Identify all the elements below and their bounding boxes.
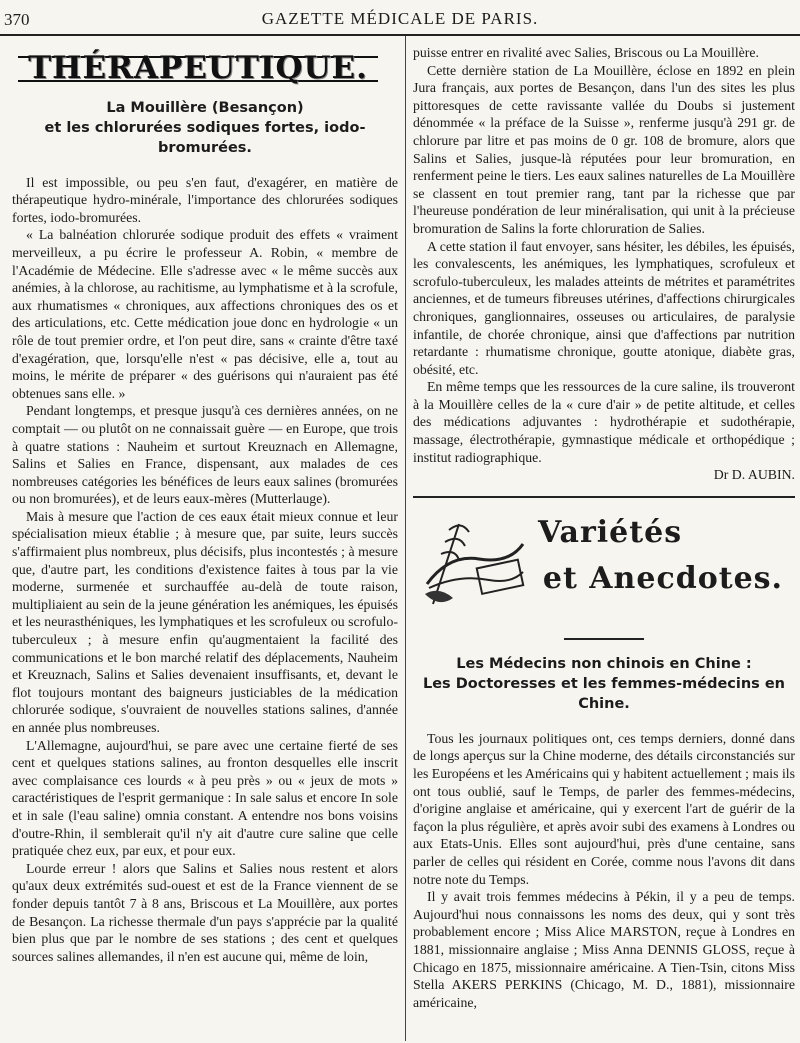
paragraph: Mais à mesure que l'action de ces eaux était mieux connue et leur spécialisation mieux établie ; à mesure que, par suite, leurs succès s'affirmaient plus nombreux, plus décisifs, plus incontestés ; à mesure que, d'autre part, les conditions d'existence faites à tous par la vie moderne, surmenée et surchauffée au-delà de toute raison, multipliaient au sein de la jeune génération les anémiques, les épuisés et les neurasthéniques, les lymphatiques et les scrofuleux ou scrofulo-tuberculeux ; à mesure enfin qu'augmentaient la facilité des communications et le bon marché relatif des déplacements, Nauheim et Kreuznach, Salins et Salies devenaient insuffisants, et, devant le flot toujours montant des baigneurs justiciables de la médication chlorurée sodique, s'ouvraient de nouvelles stations salines, d'année en année plus nombreuses. [12,508,398,735]
paragraph: Cette dernière station de La Mouillère, éclose en 1892 en plein Jura français, aux portes de Besançon, dans l'un des sites les plus pittoresques de cette ravissante vallée du Doubs si justement dénommée « la préface de la Suisse », renferme jusqu'à 291 gr. de chlorure par litre et pas moins de 0 gr. 108 de bromure, alors que Salins et Salies, jusque-là réputées pour leur bromuration, en renferment peine le tiers. Les eaux salines naturelles de La Mouillère se classent en tout premier rang, tant par la richesse que par l'heureuse pondération de leur minéralisation, qui unit à la précieuse bromuration de Salins la forte chloruration de Salies. [413,62,795,236]
short-rule [564,638,644,640]
paragraph: L'Allemagne, aujourd'hui, se pare avec une certaine fierté de ses cent et quelques stations salines, au fronton desquelles elle inscrit avec complaisance ces lourds « à peu près » ou « jeux de mots » caractéristiques de l'esprit germanique : In sale salus et encore In sole et in sale (l'eau saline) omnia constant. A entendre nos bons voisins d'outre-Rhin, il semblerait qu'il n'y ait d'autre cure saline que celle pratiquée chez eux, par eux, et pour eux. [12,737,398,859]
article-title-line-1: La Mouillère (Besançon) [106,99,304,116]
left-column [12,44,398,965]
article2-title-line-1: Les Médecins non chinois en Chine : [456,655,752,672]
varietes-heading [413,512,795,630]
continued-paragraph: puisse entrer en rivalité avec Salies, Briscous ou La Mouillère. [413,45,759,60]
scroll-ornament-icon [419,514,529,614]
journal-title: GAZETTE MÉDICALE DE PARIS. [261,9,539,28]
article2-title [413,654,795,714]
article-title-line-2: et les chlorurées sodiques fortes, iodo-bromurées. [44,119,366,156]
paragraph: « La balnéation chlorurée sodique produit des effets « vraiment merveilleux, a pu écrire le professeur A. Robin, « membre de l'Académie de Médecine. Elle s'adresse avec « le même succès aux anémies, à la chlorose, au rachitisme, au lymphatisme et à la scrofule, aux rhumatismes « chroniques, aux affections chroniques des os et des articulations, etc. Cette médication joue donc en hydrologie « un rôle de tout premier ordre, et l'on peut dire, sans « crainte d'être taxé d'exagération, que, lorsqu'elle n'est « pas décisive, elle a, tout au moins, le mérite de préparer « des guérisons qui n'auraient pas été obtenues sans elle. » [12,227,398,401]
paragraph: Lourde erreur ! alors que Salins et Salies nous restent et alors qu'aux deux extrémités sud-ouest et est de la France viennent de se fonder depuis tantôt 7 à 8 ans, Briscous et La Mouillère, aux portes de Besançon. La richesse thermale d'un pays s'apprécie par la qualité bien plus que par le nombre de ses stations ; des cent et quelques sources salines allemandes, il n'en est aucune qui, même de loin, [12,860,398,964]
paragraph: Pendant longtemps, et presque jusqu'à ces dernières années, on ne comptait — ou plutôt on ne connaissait guère — en Europe, que trois à quatre stations : Nauheim et surtout Kreuznach en Allemagne, Salins et Salies en France, dispensant, aux malades de ces nombreuses catégories les bénéfices de leurs eaux salines (bromurées ou non bromurées), et de leurs eaux-mères (Mutterlauge). [12,403,398,507]
article2-title-line-2: Les Doctoresses et les femmes-médecins en Chine. [422,675,786,712]
paragraph: Il est impossible, ou peu s'en faut, d'exagérer, en matière de thérapeutique hydro-minérale, l'importance des chlorurées sodiques fortes, iodo-bromurées. [12,174,398,225]
column-divider [405,36,406,1041]
section-separator [413,496,795,498]
right-column [413,44,795,1011]
section-title: THÉRAPEUTIQUE. [18,56,378,82]
running-head [0,0,800,36]
author-signature: Dr D. AUBIN. [713,467,795,483]
paragraph: Tous les journaux politiques ont, ces temps derniers, donné dans de longs aperçus sur la Chine moderne, des détails circonstanciés sur les Européens et les Américains qui y habitent actuellement ; mais ils ont tous oublié, sauf le Temps, de parler des femmes-médecins, d'origine anglaise et américaine, qui y exercent l'art de guérir de la façon la plus régulière, et après avoir subi des examens à Londres ou aux Etats-Unis. Elles sont aujourd'hui, près d'une centaine, sans parler de celles qui résident en Corée, comme nous l'avons dit dans notre note du Temps. [413,730,795,887]
varietes-title-line-2: et Anecdotes. [542,560,783,596]
article-title [12,98,398,158]
paragraph: En même temps que les ressources de la cure saline, ils trouveront à la Mouillère celles de la « cure d'air » de petite altitude, et celles des médications adjuvantes : hydrothérapie et sudothérapie, massage, électrothérapie, gymnastique médicale et orthopédique ; institut radiographique. [413,379,795,465]
paragraph: Il y avait trois femmes médecins à Pékin, il y a peu de temps. Aujourd'hui nous connaissons les noms des deux, qui y sont très probablement encore ; Miss Alice MARSTON, reçue à Londres en 1881, missionnaire anglaise ; Miss Anna DENNIS GLOSS, reçue à Chicago en 1875, missionnaire américaine. A Tien-Tsin, citons Miss Stella AKERS PERKINS (Chicago, M. D., 1881), missionnaire américaine, [413,889,795,1010]
page-number: 370 [4,10,30,29]
varietes-title-line-1: Variétés [538,514,683,550]
paragraph: A cette station il faut envoyer, sans hésiter, les débiles, les épuisés, les convalescents, les anémiques, les lymphatiques, scrofuleux et scrofulo-tuberculeux, les malades atteints de métrites et paramétrites anciennes, et de tumeurs fibreuses utérines, d'affections chirurgicales chroniques, ganglionnaires, osseuses ou articulaires, de paralysie infantile, de chorée chronique, ainsi que d'affections par nutrition retardante : rhumatisme chronique, goutte atonique, diabète gras, obésité, etc. [413,238,795,377]
